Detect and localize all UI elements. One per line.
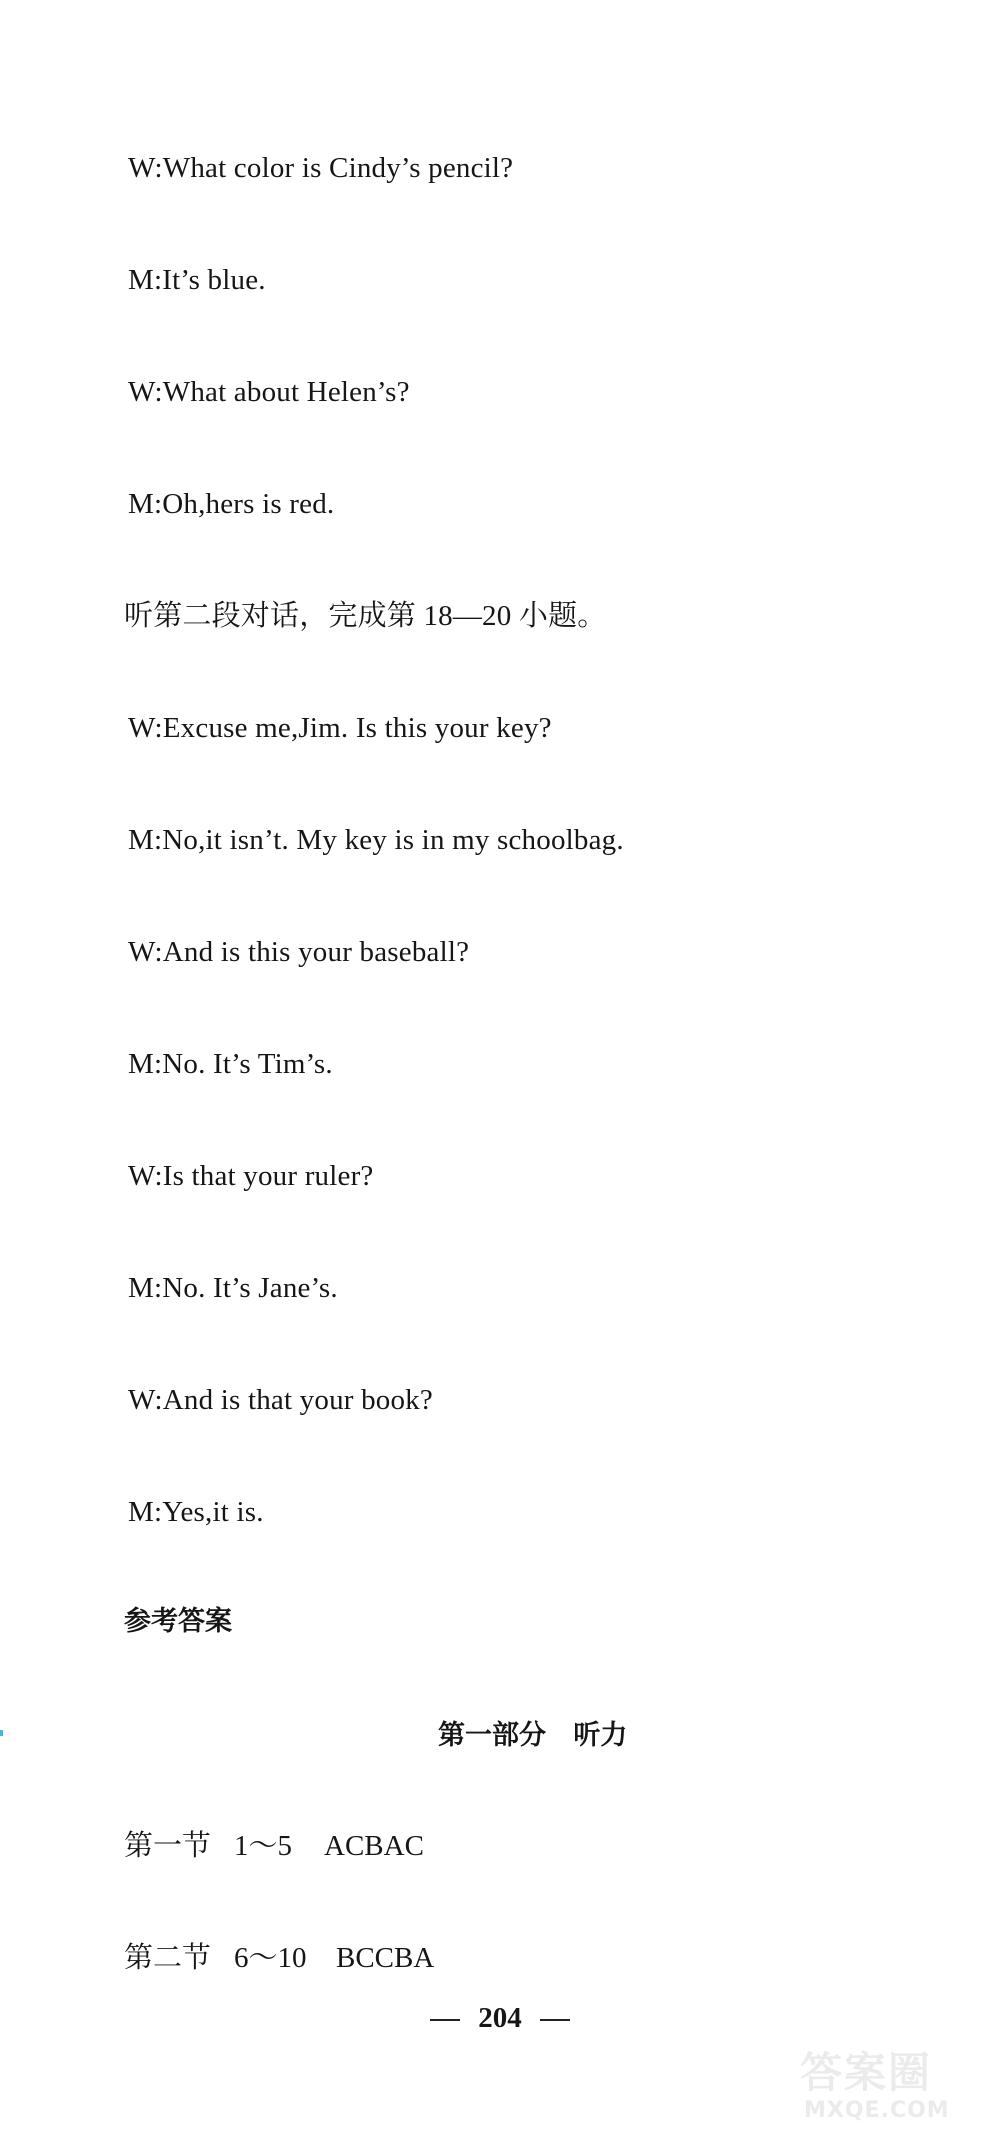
answer-section: 第一节 [124,1830,212,1862]
edge-mark [0,1730,3,1736]
watermark-url: MXQE.COM [804,2098,950,2123]
dialogue-line: M:No,it isn’t. My key is in my schoolbag. [128,824,624,856]
dash-right [540,2019,570,2021]
answer-range: 1～5 [234,1830,293,1862]
answer-key: ACBAC [324,1830,424,1862]
answer-row [124,1828,424,1864]
dialogue-line: M:No. It’s Jane’s. [128,1272,338,1304]
instruction-line: 听第二段对话，完成第 18—20 小题。 [124,600,607,632]
dialogue-line: M:Yes,it is. [128,1496,264,1528]
page-number [0,2000,1000,2036]
dialogue-line: W:And is that your book? [128,1384,433,1416]
dash-left [430,2019,460,2021]
dialogue-line: W:What color is Cindy’s pencil? [128,152,514,184]
answer-section: 第二节 [124,1942,212,1974]
watermark-text: 答案圈 [800,2048,933,2097]
dialogue-line: W:And is this your baseball? [128,936,470,968]
answer-row [124,1940,434,1976]
watermark-logo [800,2040,990,2130]
dialogue-line: W:Excuse me,Jim. Is this your key? [128,712,552,744]
answer-heading: 参考答案 [124,1606,232,1637]
answer-range: 6～10 [234,1942,307,1974]
part-title: 第一部分 听力 [438,1720,628,1751]
dialogue-line: M:It’s blue. [128,264,266,296]
answer-key: BCCBA [336,1942,435,1974]
dialogue-line: W:What about Helen’s? [128,376,410,408]
dialogue-line: M:Oh,hers is red. [128,488,335,520]
dialogue-line: M:No. It’s Tim’s. [128,1048,333,1080]
page-number-value: 204 [478,2002,522,2034]
dialogue-line: W:Is that your ruler? [128,1160,374,1192]
